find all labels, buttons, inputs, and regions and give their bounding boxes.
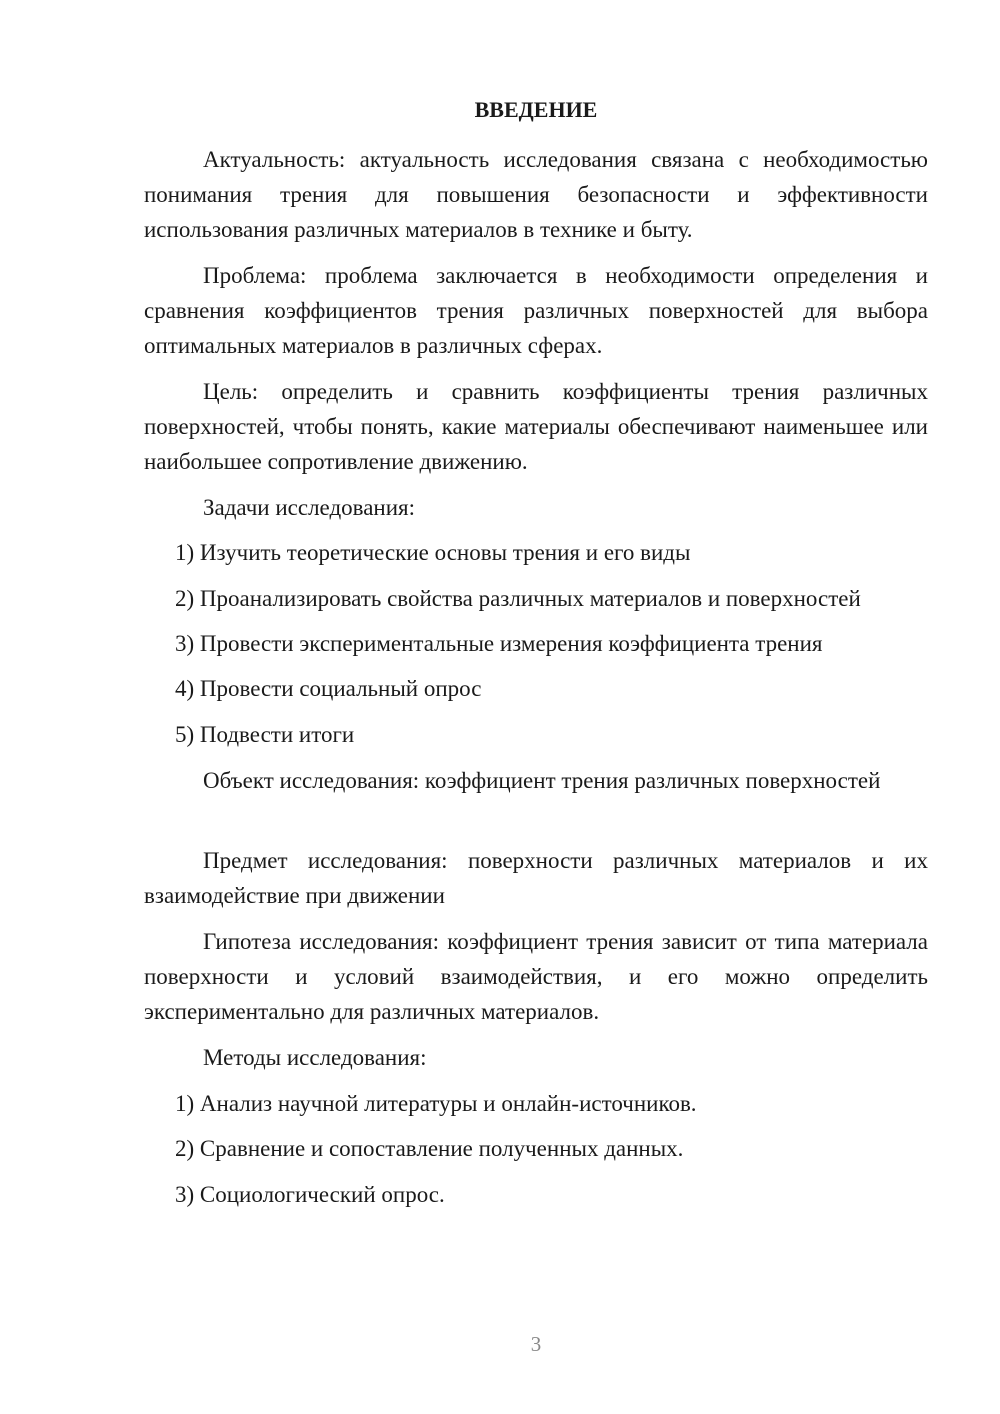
tasks-heading: Задачи исследования: — [203, 495, 416, 520]
method-item: 1) Анализ научной литературы и онлайн-источников. — [175, 1091, 697, 1116]
problem-paragraph: Проблема: проблема заключается в необходимости определения и сравнения коэффициентов трения различных поверхностей для выбора оптимальных материалов в различных сферах. — [144, 263, 928, 358]
page-number: 3 — [530, 1332, 542, 1356]
relevance-paragraph: Актуальность: актуальность исследования связана с необходимостью понимания трения для повышения безопасности и эффективности использования различных материалов в технике и быту. — [144, 147, 928, 242]
task-item: 5) Подвести итоги — [175, 722, 355, 747]
task-item: 2) Проанализировать свойства различных материалов и поверхностей — [175, 586, 861, 611]
task-item: 3) Провести экспериментальные измерения коэффициента трения — [175, 631, 823, 656]
task-item: 1) Изучить теоретические основы трения и его виды — [175, 540, 691, 565]
page-title: ВВЕДЕНИЕ — [474, 97, 598, 122]
subject-paragraph: Предмет исследования: поверхности различных материалов и их взаимодействие при движении — [144, 848, 928, 908]
goal-paragraph: Цель: определить и сравнить коэффициенты трения различных поверхностей, чтобы понять, какие материалы обеспечивают наименьшее или наибольшее сопротивление движению. — [144, 379, 928, 474]
task-item: 4) Провести социальный опрос — [175, 676, 482, 701]
hypothesis-paragraph: Гипотеза исследования: коэффициент трения зависит от типа материала поверхности и условий взаимодействия, и его можно определить экспериментально для различных материалов. — [144, 929, 928, 1024]
methods-heading: Методы исследования: — [203, 1045, 427, 1070]
method-item: 3) Социологический опрос. — [175, 1182, 445, 1207]
method-item: 2) Сравнение и сопоставление полученных данных. — [175, 1136, 684, 1161]
object-paragraph: Объект исследования: коэффициент трения различных поверхностей — [203, 768, 881, 793]
